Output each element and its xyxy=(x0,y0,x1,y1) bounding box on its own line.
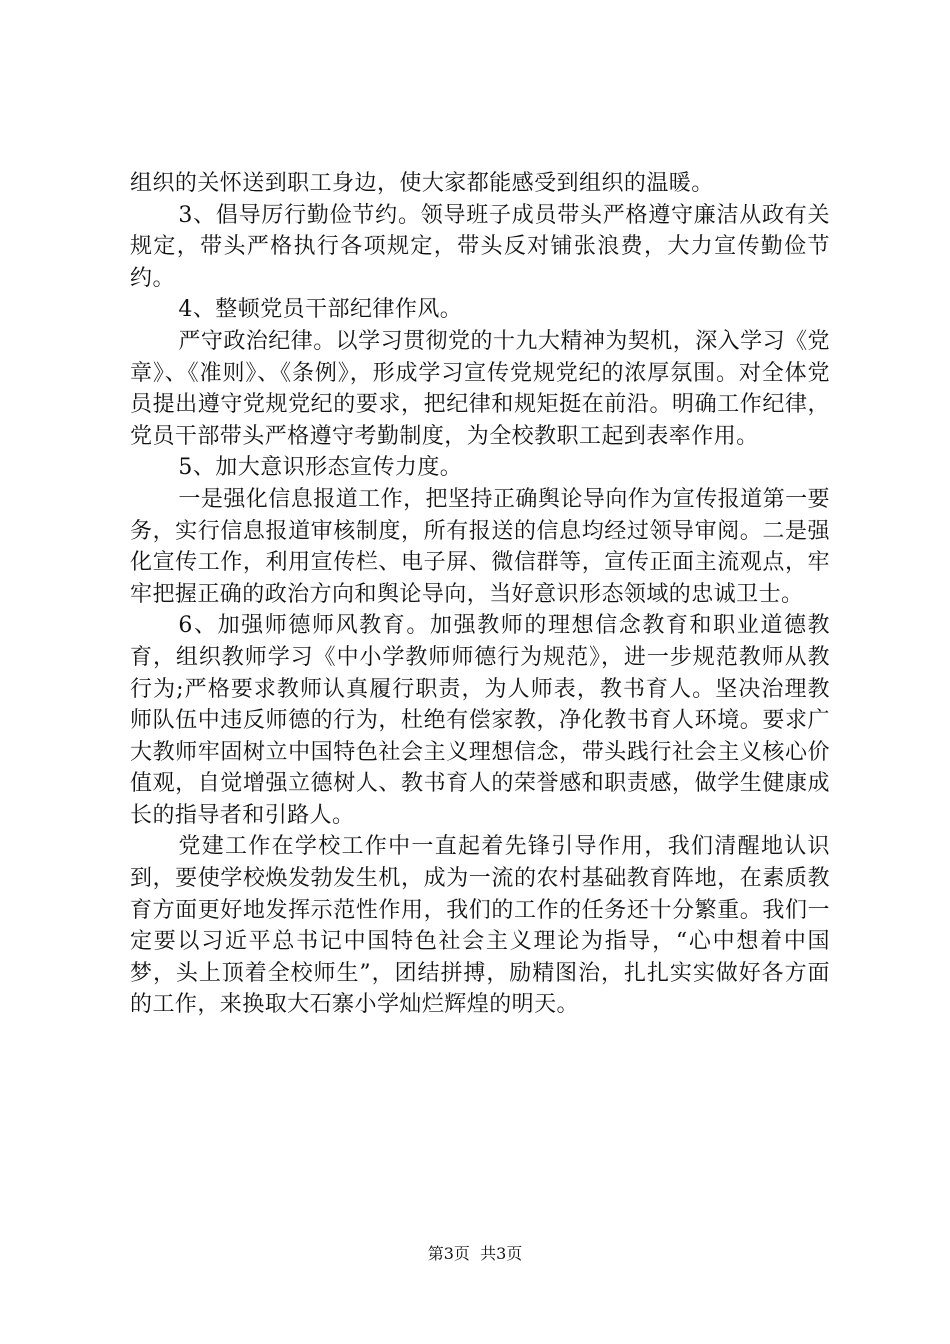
paragraph-conclusion: 党建工作在学校工作中一直起着先锋引导作用，我们清醒地认识到，要使学校焕发勃发生机，成为一流的农村基础教育阵地，在素质教育方面更好地发挥示范性作用，我们的工作的任务还十分繁重。我们一定要以习近平总书记中国特色社会主义理论为指导，“心中想着中国梦，头上顶着全校师生”，团结拼搏，励精图治，扎扎实实做好各方面的工作，来换取大石寨小学灿烂辉煌的明天。 xyxy=(130,834,830,1018)
page-number-label: 第3页 共3页 xyxy=(427,1244,523,1263)
paragraph-item-5: 5、加大意识形态宣传力度。 xyxy=(178,455,463,481)
paragraph-political-discipline: 严守政治纪律。以学习贯彻党的十九大精神为契机，深入学习《党章》、《准则》、《条例》，形成学习宣传党规党纪的浓厚氛围。对全体党员提出遵守党规党纪的要求，把纪律和规矩挺在前沿。明确工作纪律，党员干部带头严格遵守考勤制度，为全校教职工起到表率作用。 xyxy=(130,328,830,449)
paragraph-information-reporting: 一是强化信息报道工作，把坚持正确舆论导向作为宣传报道第一要务，实行信息报道审核制度，所有报送的信息均经过领导审阅。二是强化宣传工作，利用宣传栏、电子屏、微信群等，宣传正面主流观点，牢牢把握正确的政治方向和舆论导向，当好意识形态领域的忠诚卫士。 xyxy=(130,486,830,607)
paragraph-item-3: 3、倡导厉行勤俭节约。领导班子成员带头严格遵守廉洁从政有关规定，带头严格执行各项规定，带头反对铺张浪费，大力宣传勤俭节约。 xyxy=(130,202,830,291)
paragraph-item-4: 4、整顿党员干部纪律作风。 xyxy=(178,297,463,323)
document-body xyxy=(130,168,830,1021)
page-footer xyxy=(0,1244,950,1264)
paragraph-item-6: 6、加强师德师风教育。加强教师的理想信念教育和职业道德教育，组织教师学习《中小学教师师德行为规范》，进一步规范教师从教行为;严格要求教师认真履行职责，为人师表，教书育人。坚决治理教师队伍中违反师德的行为，杜绝有偿家教，净化教书育人环境。要求广大教师牢固树立中国特色社会主义理想信念，带头践行社会主义核心价值观，自觉增强立德树人、教书育人的荣誉感和职责感，做学生健康成长的指导者和引路人。 xyxy=(130,613,830,828)
paragraph-continuation: 组织的关怀送到职工身边，使大家都能感受到组织的温暖。 xyxy=(130,171,714,196)
